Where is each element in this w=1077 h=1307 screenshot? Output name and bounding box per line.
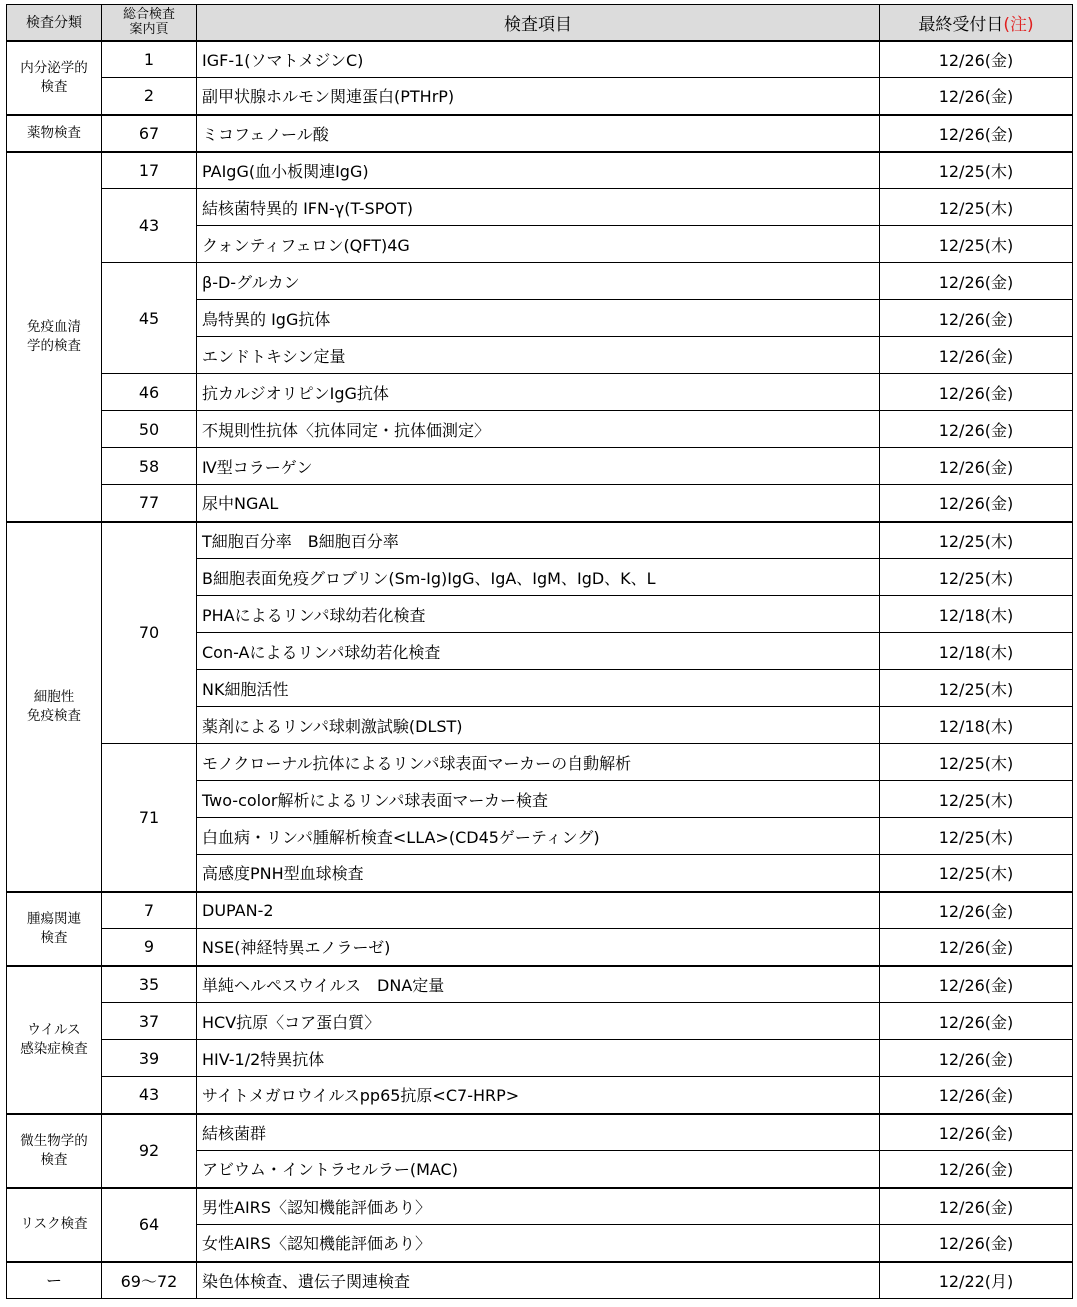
category-label: ウイルス — [27, 1021, 81, 1038]
item-cell: IGF-1(ソマトメジンC) — [197, 41, 880, 78]
item-cell: 結核菌群 — [197, 1114, 880, 1151]
category-cell: 薬物検査 — [7, 115, 102, 152]
item-cell: 鳥特異的 IgG抗体 — [197, 300, 880, 337]
item-cell: 不規則性抗体〈抗体同定・抗体価測定〉 — [197, 411, 880, 448]
table-row — [7, 929, 1073, 966]
page-cell: 39 — [102, 1040, 197, 1077]
page-cell: 67 — [102, 115, 197, 152]
page-cell: 77 — [102, 485, 197, 522]
item-cell: NK細胞活性 — [197, 670, 880, 707]
date-cell: 12/26(金) — [880, 41, 1073, 78]
category-label: 細胞性 — [33, 688, 75, 705]
date-cell: 12/26(金) — [880, 115, 1073, 152]
category-label: 検査 — [40, 78, 68, 95]
category-label: 学的検査 — [27, 337, 81, 354]
item-cell: Ⅳ型コラーゲン — [197, 448, 880, 485]
date-cell: 12/26(金) — [880, 485, 1073, 522]
table-row — [7, 1188, 1073, 1225]
table-row — [7, 1040, 1073, 1077]
page-cell: 17 — [102, 152, 197, 189]
item-cell: PAIgG(血小板関連IgG) — [197, 152, 880, 189]
table-row — [7, 189, 1073, 226]
category-label: 検査 — [40, 1151, 68, 1168]
date-cell: 12/25(木) — [880, 670, 1073, 707]
date-cell: 12/26(金) — [880, 1114, 1073, 1151]
item-cell: T細胞百分率 B細胞百分率 — [197, 522, 880, 559]
page-cell: 92 — [102, 1114, 197, 1188]
date-cell: 12/18(木) — [880, 596, 1073, 633]
date-cell: 12/26(金) — [880, 892, 1073, 929]
date-cell: 12/26(金) — [880, 1040, 1073, 1077]
item-cell: アビウム・イントラセルラー(MAC) — [197, 1151, 880, 1188]
category-label: 腫瘍関連 — [27, 910, 81, 927]
category-cell — [7, 522, 102, 892]
header-note: (注) — [1003, 14, 1034, 35]
date-cell: 12/26(金) — [880, 1003, 1073, 1040]
category-cell — [7, 152, 102, 522]
page-cell: 70 — [102, 522, 197, 744]
page-cell: 69〜72 — [102, 1262, 197, 1299]
header-item: 検査項目 — [197, 5, 880, 41]
category-label: 免疫検査 — [27, 707, 81, 724]
page-cell: 71 — [102, 744, 197, 892]
table-row — [7, 41, 1073, 78]
item-cell: HCV抗原〈コア蛋白質〉 — [197, 1003, 880, 1040]
category-label: 感染症検査 — [20, 1040, 88, 1057]
item-cell: 高感度PNH型血球検査 — [197, 855, 880, 892]
category-cell: リスク検査 — [7, 1188, 102, 1262]
table-row — [7, 152, 1073, 189]
date-cell: 12/26(金) — [880, 966, 1073, 1003]
table-row — [7, 263, 1073, 300]
item-cell: 薬剤によるリンパ球刺激試験(DLST) — [197, 707, 880, 744]
header-page-line1: 総合検査 — [122, 7, 175, 23]
header-date-label: 最終受付日 — [918, 14, 1004, 35]
page-cell: 46 — [102, 374, 197, 411]
item-cell: エンドトキシン定量 — [197, 337, 880, 374]
table-row — [7, 485, 1073, 522]
date-cell: 12/18(木) — [880, 633, 1073, 670]
page-cell: 2 — [102, 78, 197, 115]
date-cell: 12/26(金) — [880, 448, 1073, 485]
date-cell: 12/26(金) — [880, 337, 1073, 374]
page-cell: 58 — [102, 448, 197, 485]
page-cell: 35 — [102, 966, 197, 1003]
page-cell: 9 — [102, 929, 197, 966]
item-cell: 女性AIRS〈認知機能評価あり〉 — [197, 1225, 880, 1262]
item-cell: PHAによるリンパ球幼若化検査 — [197, 596, 880, 633]
date-cell: 12/25(木) — [880, 818, 1073, 855]
page-cell: 50 — [102, 411, 197, 448]
item-cell: 染色体検査、遺伝子関連検査 — [197, 1262, 880, 1299]
category-cell — [7, 892, 102, 966]
item-cell: HIV-1/2特異抗体 — [197, 1040, 880, 1077]
page-cell: 64 — [102, 1188, 197, 1262]
date-cell: 12/25(木) — [880, 559, 1073, 596]
table-row — [7, 1114, 1073, 1151]
page-cell: 45 — [102, 263, 197, 374]
item-cell: 単純ヘルペスウイルス DNA定量 — [197, 966, 880, 1003]
date-cell: 12/26(金) — [880, 374, 1073, 411]
table-row — [7, 374, 1073, 411]
deadline-table — [6, 4, 1073, 1299]
date-cell: 12/26(金) — [880, 1225, 1073, 1262]
item-cell: Two-color解析によるリンパ球表面マーカー検査 — [197, 781, 880, 818]
item-cell: 抗カルジオリピンIgG抗体 — [197, 374, 880, 411]
date-cell: 12/26(金) — [880, 1188, 1073, 1225]
page-cell: 43 — [102, 189, 197, 263]
table-row — [7, 448, 1073, 485]
category-label: 微生物学的 — [20, 1132, 88, 1149]
header-row — [7, 5, 1073, 41]
item-cell: Con-Aによるリンパ球幼若化検査 — [197, 633, 880, 670]
item-cell: ミコフェノール酸 — [197, 115, 880, 152]
item-cell: サイトメガロウイルスpp65抗原<C7-HRP> — [197, 1077, 880, 1114]
table-row — [7, 522, 1073, 559]
table-row — [7, 744, 1073, 781]
date-cell: 12/25(木) — [880, 522, 1073, 559]
date-cell: 12/25(木) — [880, 744, 1073, 781]
header-page — [102, 5, 197, 41]
page-cell: 43 — [102, 1077, 197, 1114]
category-cell — [7, 966, 102, 1114]
category-label: 免疫血清 — [27, 318, 81, 335]
header-date — [880, 5, 1073, 41]
item-cell: β-D-グルカン — [197, 263, 880, 300]
table-row — [7, 966, 1073, 1003]
header-category: 検査分類 — [7, 5, 102, 41]
category-label: 内分泌学的 — [20, 59, 88, 76]
category-cell — [7, 41, 102, 115]
category-label: 検査 — [40, 929, 68, 946]
item-cell: 男性AIRS〈認知機能評価あり〉 — [197, 1188, 880, 1225]
item-cell: モノクローナル抗体によるリンパ球表面マーカーの自動解析 — [197, 744, 880, 781]
table-row — [7, 78, 1073, 115]
date-cell: 12/26(金) — [880, 1151, 1073, 1188]
table-row — [7, 115, 1073, 152]
item-cell: 白血病・リンパ腫解析検査<LLA>(CD45ゲーティング) — [197, 818, 880, 855]
item-cell: 結核菌特異的 IFN-γ(T-SPOT) — [197, 189, 880, 226]
item-cell: 尿中NGAL — [197, 485, 880, 522]
table-row — [7, 411, 1073, 448]
date-cell: 12/25(木) — [880, 855, 1073, 892]
table-row — [7, 1262, 1073, 1299]
date-cell: 12/25(木) — [880, 226, 1073, 263]
page-cell: 37 — [102, 1003, 197, 1040]
item-cell: 副甲状腺ホルモン関連蛋白(PTHrP) — [197, 78, 880, 115]
table-row — [7, 892, 1073, 929]
date-cell: 12/26(金) — [880, 263, 1073, 300]
date-cell: 12/26(金) — [880, 929, 1073, 966]
date-cell: 12/22(月) — [880, 1262, 1073, 1299]
date-cell: 12/18(木) — [880, 707, 1073, 744]
item-cell: DUPAN-2 — [197, 892, 880, 929]
date-cell: 12/25(木) — [880, 189, 1073, 226]
item-cell: B細胞表面免疫グロブリン(Sm-Ig)IgG、IgA、IgM、IgD、K、L — [197, 559, 880, 596]
date-cell: 12/26(金) — [880, 300, 1073, 337]
category-cell — [7, 1114, 102, 1188]
table-row — [7, 1077, 1073, 1114]
table-row — [7, 1003, 1073, 1040]
date-cell: 12/25(木) — [880, 781, 1073, 818]
category-cell: ー — [7, 1262, 102, 1299]
date-cell: 12/26(金) — [880, 1077, 1073, 1114]
page-cell: 7 — [102, 892, 197, 929]
page-cell: 1 — [102, 41, 197, 78]
item-cell: クォンティフェロン(QFT)4G — [197, 226, 880, 263]
date-cell: 12/26(金) — [880, 411, 1073, 448]
date-cell: 12/25(木) — [880, 152, 1073, 189]
date-cell: 12/26(金) — [880, 78, 1073, 115]
header-page-line2: 案内頁 — [129, 22, 169, 38]
item-cell: NSE(神経特異エノラーゼ) — [197, 929, 880, 966]
